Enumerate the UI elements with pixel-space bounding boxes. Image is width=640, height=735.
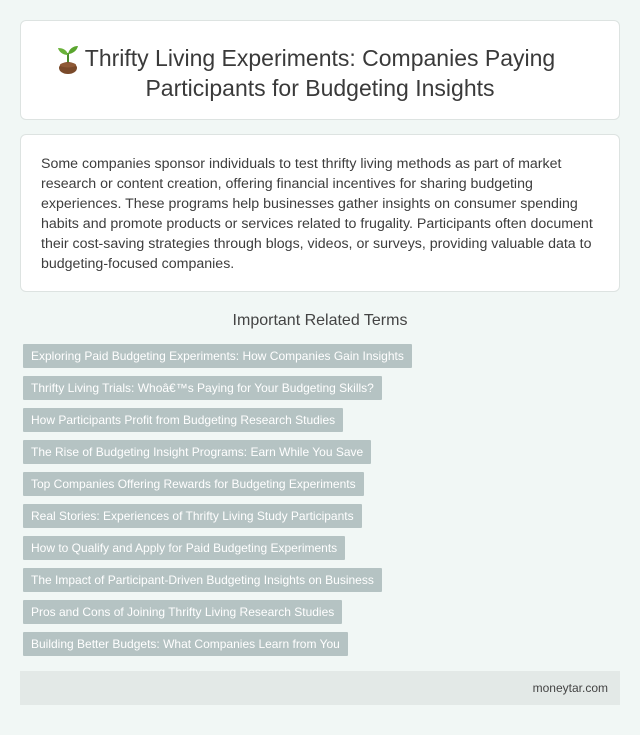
description-card (20, 134, 620, 292)
related-term-link[interactable]: Building Better Budgets: What Companies Learn from You (23, 632, 348, 656)
related-terms-heading: Important Related Terms (232, 312, 408, 329)
title-card (20, 20, 620, 120)
related-terms-list (23, 344, 412, 664)
footer-site-link[interactable]: moneytar.com (532, 681, 608, 695)
footer (20, 671, 620, 705)
description-text: Some companies sponsor individuals to test thrifty living methods as part of market research or content creation, offering financial incentives for sharing budgeting experiences. These programs help businesses gather insights on consumer spending habits and promote products or services related to frugality. Participants often document their cost-saving strategies through blogs, videos, or surveys, providing valuable data to budgeting-focused companies. (41, 156, 593, 272)
related-term-link[interactable]: Real Stories: Experiences of Thrifty Living Study Participants (23, 504, 362, 528)
related-term-link[interactable]: Exploring Paid Budgeting Experiments: How Companies Gain Insights (23, 344, 412, 368)
related-term-link[interactable]: Top Companies Offering Rewards for Budgeting Experiments (23, 472, 364, 496)
related-term-link[interactable]: The Rise of Budgeting Insight Programs: Earn While You Save (23, 440, 371, 464)
related-term-link[interactable]: The Impact of Participant-Driven Budgeting Insights on Business (23, 568, 382, 592)
related-term-link[interactable]: How to Qualify and Apply for Paid Budgeting Experiments (23, 536, 345, 560)
related-term-link[interactable]: Pros and Cons of Joining Thrifty Living Research Studies (23, 600, 342, 624)
page-title: Thrifty Living Experiments: Companies Paying Participants for Budgeting Insights (84, 45, 556, 101)
related-term-link[interactable]: Thrifty Living Trials: Whoâ€™s Paying for Your Budgeting Skills? (23, 376, 382, 400)
related-term-link[interactable]: How Participants Profit from Budgeting Research Studies (23, 408, 343, 432)
